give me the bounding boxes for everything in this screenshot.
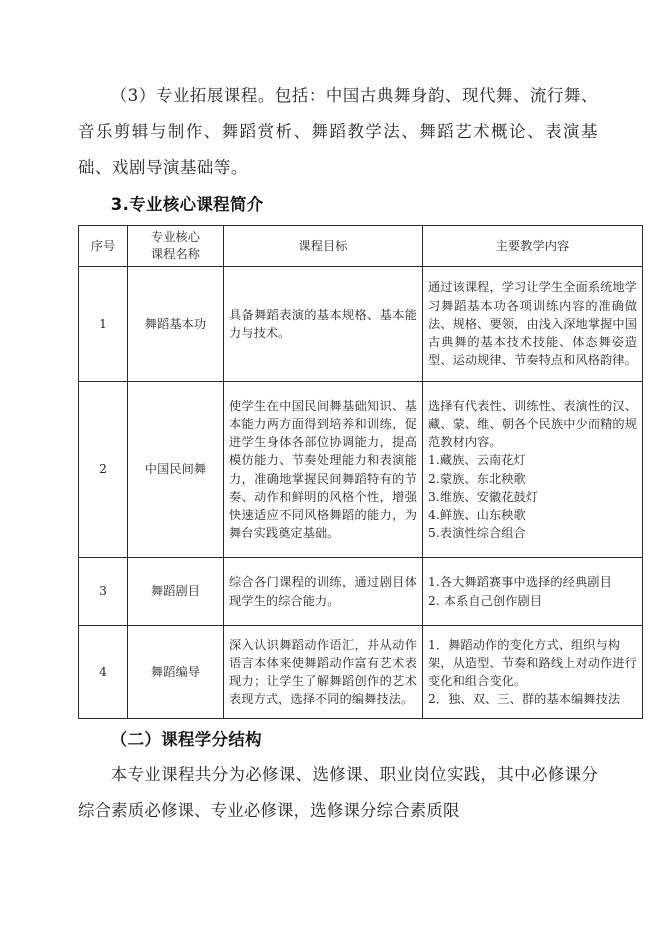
table-header xyxy=(79,226,643,267)
teaching-content-line: 2. 本系自己创作剧目 xyxy=(428,593,543,608)
teaching-content-line: 4.鲜族、山东秧歌 xyxy=(428,507,526,522)
row-number: 1 xyxy=(79,267,128,382)
teaching-content-line: 通过该课程，学习让学生全面系统地学习舞蹈基本功各项训练内容的准确做法、规格、要领，由浅入深地掌握中国古典舞的基本技术技能、体态舞姿造型、运动规律、节奏特点和风格韵律。 xyxy=(428,280,637,368)
paragraph-professional-extension-courses: （3）专业拓展课程。包括：中国古典舞身韵、现代舞、流行舞、音乐剪辑与制作、舞蹈赏析、舞蹈教学法、舞蹈艺术概论、表演基础、戏剧导演基础等。 xyxy=(78,86,598,177)
column-header-course-name xyxy=(128,226,224,267)
teaching-content-line: 1.各大舞蹈赛事中选择的经典剧目 xyxy=(428,575,612,590)
row-course-goal: 综合各门课程的训练，通过剧目体现学生的综合能力。 xyxy=(224,558,423,626)
column-header-course-goal-label: 课程目标 xyxy=(298,238,348,253)
row-teaching-content xyxy=(423,558,643,626)
column-header-course-name-line1: 专业核心 xyxy=(150,230,201,244)
row-course-name: 舞蹈剧目 xyxy=(128,558,224,626)
column-header-teaching-content xyxy=(423,226,643,267)
teaching-content-lines xyxy=(428,397,637,543)
row-number: 4 xyxy=(79,626,128,719)
column-header-course-goal xyxy=(224,226,423,267)
teaching-content-lines xyxy=(428,636,637,709)
teaching-content-line: 选择有代表性、训练性、表演性的汉、藏、蒙、维、朝各个民族中少而精的规范教材内容。 xyxy=(428,398,637,450)
row-course-goal: 具备舞蹈表演的基本规格、基本能力与技术。 xyxy=(224,267,423,382)
column-header-teaching-content-label: 主要教学内容 xyxy=(495,238,570,253)
teaching-content-line: 3.维族、安徽花鼓灯 xyxy=(428,489,539,504)
table-body xyxy=(79,267,643,719)
teaching-content-line: 1.藏族、云南花灯 xyxy=(428,453,526,468)
row-teaching-content xyxy=(423,267,643,382)
table-row xyxy=(79,558,643,626)
heading-core-course-intro: 3.专业核心课程简介 xyxy=(110,195,264,214)
row-course-name: 中国民间舞 xyxy=(128,382,224,558)
row-course-goal: 使学生在中国民间舞基础知识、基本能力两方面得到培养和训练，促进学生身体各部位协调能力，提高模仿能力、节奏处理能力和表演能力，准确地掌握民间舞蹈特有的节奏、动作和鲜明的风格个性，增强快速适应不同风格舞蹈的能力，为舞台实践奠定基础。 xyxy=(224,382,423,558)
row-number: 3 xyxy=(79,558,128,626)
row-teaching-content xyxy=(423,382,643,558)
teaching-content-lines xyxy=(428,278,637,369)
column-header-no xyxy=(79,226,128,267)
row-teaching-content xyxy=(423,626,643,719)
teaching-content-lines xyxy=(428,573,637,609)
table-row xyxy=(79,382,643,558)
column-header-no-label: 序号 xyxy=(90,238,116,253)
paragraph-credit-structure-body: 本专业课程共分为必修课、选修课、职业岗位实践，其中必修课分综合素质必修课、专业必修课，选修课分综合素质限 xyxy=(78,765,598,820)
column-header-course-name-line2: 课程名称 xyxy=(150,247,201,261)
row-course-name: 舞蹈编导 xyxy=(128,626,224,719)
teaching-content-line: 1．舞蹈动作的变化方式、组织与构架，从造型、节奏和路线上对动作进行变化和组合变化。 xyxy=(428,637,637,688)
core-courses-table xyxy=(78,225,643,719)
row-number: 2 xyxy=(79,382,128,558)
teaching-content-line: 2.蒙族、东北秧歌 xyxy=(428,471,526,486)
row-course-name: 舞蹈基本功 xyxy=(128,267,224,382)
row-course-goal: 深入认识舞蹈动作语汇，并从动作语言本体来使舞蹈动作富有艺术表现力；让学生了解舞蹈创作的艺术表现方式，选择不同的编舞技法。 xyxy=(224,626,423,719)
table-header-row xyxy=(79,226,643,267)
teaching-content-line: 2．独、双、三、群的基本编舞技法 xyxy=(428,692,621,707)
teaching-content-line: 5.表演性综合组合 xyxy=(428,526,526,541)
table-row xyxy=(79,626,643,719)
table-row xyxy=(79,267,643,382)
document-content xyxy=(78,78,637,829)
heading-credit-structure: （二）课程学分结构 xyxy=(110,730,262,749)
